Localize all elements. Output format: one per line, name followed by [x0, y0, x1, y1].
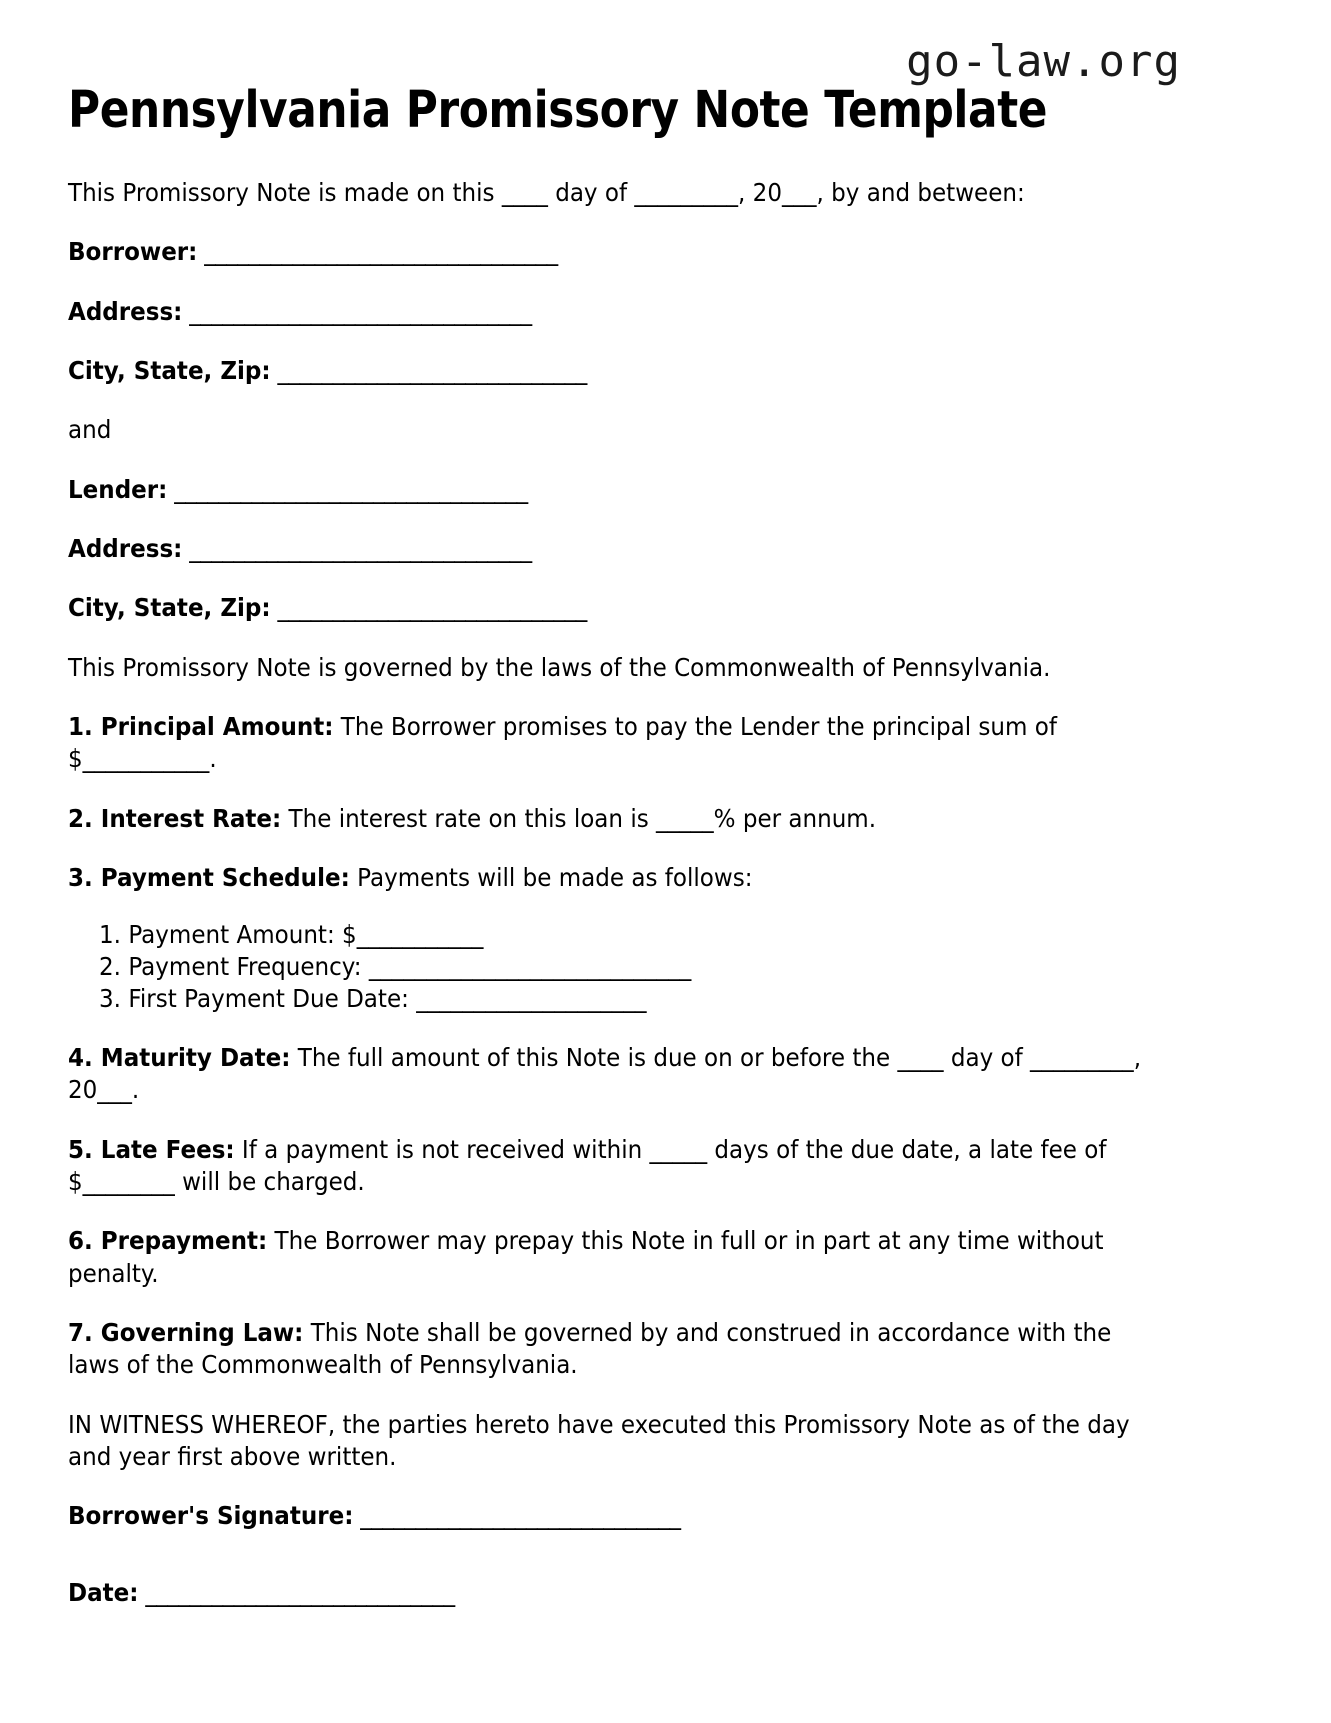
- list-item: 1. Payment Amount: $___________: [99, 920, 484, 950]
- lender-blank[interactable]: ________________________________: [167, 474, 528, 504]
- list-item: 3. First Payment Due Date: ____________________: [99, 984, 647, 1014]
- section-late-fees: [68, 1134, 1153, 1199]
- lender-city-blank[interactable]: ____________________________: [270, 593, 587, 623]
- borrower-name-field: [68, 236, 1153, 268]
- payment-schedule-list: [68, 919, 1184, 1015]
- section-4-body: The full amount of this Note is due on or before the ____ day of _________, 20___.: [68, 1042, 1142, 1105]
- section-payment-schedule: [68, 862, 1153, 894]
- site-watermark: go-law.org: [906, 36, 1181, 87]
- intro-paragraph: This Promissory Note is made on this ____ day of _________, 20___, by and between:: [68, 178, 1025, 208]
- section-5-label: 5. Late Fees:: [68, 1134, 235, 1164]
- section-2-body: The interest rate on this loan is _____% per annum.: [281, 803, 877, 833]
- and-conjunction: and: [68, 415, 112, 445]
- page-title: Pennsylvania Promissory Note Template: [68, 81, 1048, 140]
- borrower-signature-label: Borrower's Signature:: [68, 1501, 354, 1531]
- section-1-body: The Borrower promises to pay the Lender the principal sum of $___________.: [68, 712, 1057, 774]
- borrower-city-blank[interactable]: ____________________________: [270, 356, 587, 386]
- section-3-label: 3. Payment Schedule:: [68, 863, 350, 893]
- date-label: Date:: [68, 1577, 139, 1607]
- borrower-address-label: Address:: [68, 296, 183, 326]
- lender-city-state-zip-field: [68, 592, 1153, 624]
- borrower-address-field: [68, 296, 1153, 328]
- lender-label: Lender:: [68, 474, 168, 504]
- section-6-body: The Borrower may prepay this Note in full or in part at any time without penalty.: [68, 1226, 1104, 1288]
- section-2-label: 2. Interest Rate:: [68, 803, 282, 833]
- signature-date-field: [68, 1577, 1153, 1609]
- lender-city-label: City, State, Zip:: [68, 593, 271, 623]
- borrower-label: Borrower:: [68, 237, 198, 267]
- section-4-label: 4. Maturity Date:: [68, 1042, 291, 1072]
- section-governing-law: [68, 1317, 1153, 1382]
- lender-address-field: [68, 533, 1153, 565]
- section-principal-amount: [68, 711, 1153, 776]
- list-item: 2. Payment Frequency: ____________________________: [99, 952, 692, 982]
- section-interest-rate: [68, 803, 1153, 835]
- section-7-label: 7. Governing Law:: [68, 1317, 304, 1347]
- section-3-body: Payments will be made as follows:: [349, 863, 753, 893]
- section-7-body: This Note shall be governed by and construed in accordance with the laws of the Commonwealth of Pennsylvania.: [68, 1317, 1112, 1380]
- section-5-body: If a payment is not received within _____ days of the due date, a late fee of $________ will be charged.: [68, 1134, 1107, 1196]
- borrower-city-label: City, State, Zip:: [68, 356, 271, 386]
- borrower-signature-blank[interactable]: _____________________________: [353, 1501, 681, 1531]
- borrower-blank[interactable]: ________________________________: [197, 237, 558, 267]
- lender-address-label: Address:: [68, 534, 183, 564]
- borrower-signature-field: [68, 1500, 1153, 1532]
- section-prepayment: [68, 1225, 1153, 1290]
- governing-law-sentence: This Promissory Note is governed by the laws of the Commonwealth of Pennsylvania.: [68, 652, 1051, 682]
- section-maturity-date: [68, 1042, 1153, 1107]
- witness-clause: IN WITNESS WHEREOF, the parties hereto have executed this Promissory Note as of the day and year first above written.: [68, 1409, 1130, 1471]
- borrower-address-blank[interactable]: _______________________________: [182, 296, 532, 326]
- section-1-label: 1. Principal Amount:: [68, 712, 334, 742]
- section-6-label: 6. Prepayment:: [68, 1226, 268, 1256]
- lender-address-blank[interactable]: _______________________________: [182, 534, 532, 564]
- borrower-city-state-zip-field: [68, 355, 1153, 387]
- document-content: [68, 82, 1153, 1653]
- lender-name-field: [68, 474, 1153, 506]
- date-blank[interactable]: ____________________________: [138, 1577, 455, 1607]
